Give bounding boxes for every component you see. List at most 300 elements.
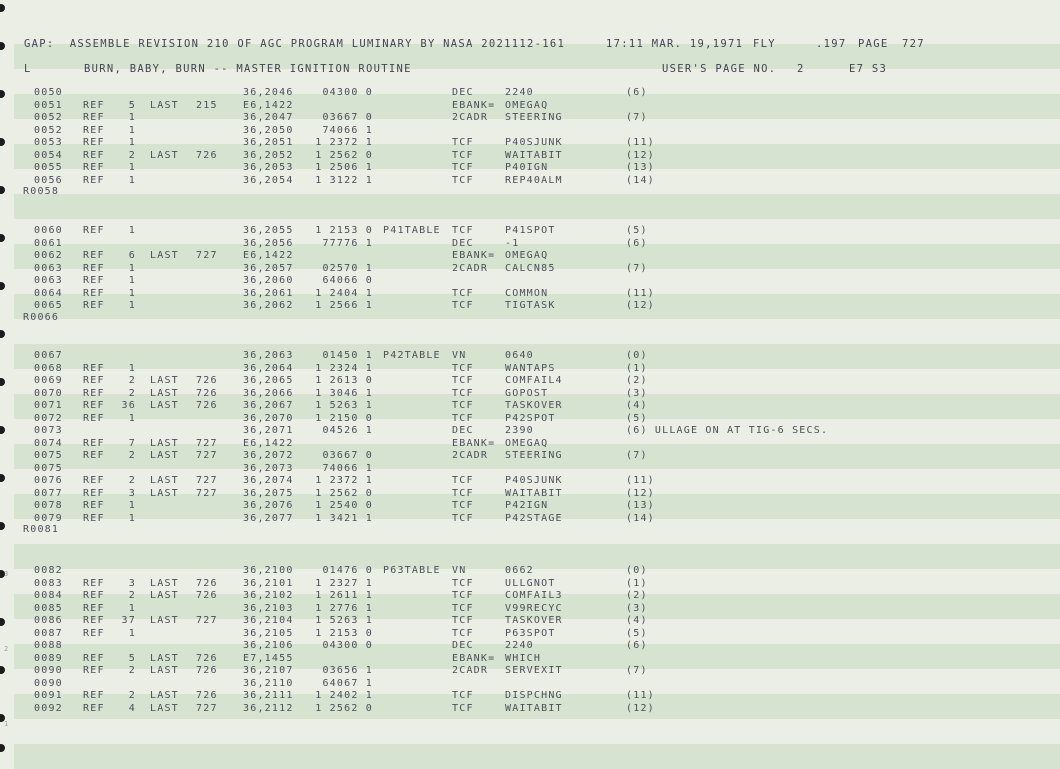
listing-line <box>0 300 1060 312</box>
operand: ULLGNOT <box>505 577 556 589</box>
comment: (7) <box>626 262 648 274</box>
operand: STEERING <box>505 112 563 123</box>
header-l-marker: L <box>24 63 32 75</box>
comment: (12) <box>626 487 655 499</box>
line-sequence: 0056 <box>34 174 63 186</box>
address: 36,2111 <box>243 690 294 701</box>
last-marker: LAST <box>150 375 179 386</box>
listing-line <box>0 425 1060 437</box>
line-sequence: 0060 <box>34 225 63 236</box>
symbol-label: P63TABLE <box>383 565 441 576</box>
ref-marker: REF <box>83 137 105 148</box>
header-fly: FLY <box>753 38 776 50</box>
ref-count: 4 <box>128 702 136 714</box>
address: 36,2073 <box>243 462 294 474</box>
operand: 0640 <box>505 350 534 361</box>
octal-code: 74066 1 <box>322 124 373 136</box>
ref-count: 1 <box>128 112 136 123</box>
opcode: TCF <box>452 375 474 386</box>
address: 36,2055 <box>243 225 294 236</box>
ref-count: 1 <box>128 512 136 524</box>
opcode: VN <box>452 350 467 361</box>
octal-code: 74066 1 <box>322 462 373 474</box>
comment: (11) <box>626 690 655 701</box>
operand: P40IGN <box>505 162 549 173</box>
margin-mark: 2 <box>4 645 9 653</box>
octal-code: 1 2776 1 <box>315 602 373 614</box>
line-sequence: 0085 <box>34 602 63 614</box>
opcode: 2CADR <box>452 450 489 461</box>
address: 36,2063 <box>243 350 294 361</box>
line-sequence: 0089 <box>34 652 63 664</box>
ref-marker: REF <box>83 124 105 136</box>
operand: TIGTASK <box>505 300 556 311</box>
remark-label: R0066 <box>23 311 60 323</box>
address: E6,1422 <box>243 250 294 261</box>
listing-line <box>0 438 1060 450</box>
feed-hole <box>0 330 5 338</box>
address: 36,2071 <box>243 425 294 436</box>
last-page: 726 <box>196 149 218 161</box>
ref-marker: REF <box>83 627 105 639</box>
ref-marker: REF <box>83 262 105 274</box>
listing-line <box>0 275 1060 287</box>
operand: COMMON <box>505 287 549 299</box>
opcode: TCF <box>452 149 474 161</box>
operand: DISPCHNG <box>505 690 563 701</box>
octal-code: 1 5263 1 <box>315 615 373 626</box>
ref-count: 1 <box>128 174 136 186</box>
ref-marker: REF <box>83 412 105 424</box>
users-page-number: 2 <box>797 63 805 75</box>
comment: (5) <box>626 412 648 424</box>
opcode: TCF <box>452 615 474 626</box>
listing-line <box>0 565 1060 577</box>
line-sequence: 0068 <box>34 362 63 374</box>
line-sequence: 0084 <box>34 590 63 601</box>
listing-line <box>0 603 1060 615</box>
octal-code: 1 2327 1 <box>315 577 373 589</box>
octal-code: 64067 1 <box>322 677 373 689</box>
comment: (14) <box>626 174 655 186</box>
comment: (3) <box>626 387 648 399</box>
opcode: TCF <box>452 287 474 299</box>
last-marker: LAST <box>150 702 179 714</box>
ref-marker: REF <box>83 702 105 714</box>
operand: P42IGN <box>505 500 549 511</box>
comment: (0) <box>626 565 648 576</box>
ref-count: 1 <box>128 225 136 236</box>
comment: (6) <box>626 640 648 651</box>
remark-label: R0058 <box>23 186 60 197</box>
comment: (12) <box>626 149 655 161</box>
address: 36,2070 <box>243 412 294 424</box>
users-page-label: USER'S PAGE NO. <box>662 63 777 75</box>
ref-marker: REF <box>83 487 105 499</box>
last-marker: LAST <box>150 250 179 261</box>
ref-count: 1 <box>128 602 136 614</box>
address: 36,2104 <box>243 615 294 626</box>
last-marker: LAST <box>150 690 179 701</box>
listing-line <box>0 475 1060 487</box>
address: E6,1422 <box>243 99 294 111</box>
line-sequence: 0092 <box>34 702 63 714</box>
line-sequence: 0074 <box>34 437 63 449</box>
margin-mark: 3 <box>4 570 9 578</box>
comment: (4) <box>626 615 648 626</box>
ref-count: 2 <box>128 387 136 399</box>
octal-code: 03656 1 <box>322 665 373 676</box>
line-sequence: 0071 <box>34 400 63 411</box>
ref-marker: REF <box>83 665 105 676</box>
opcode: 2CADR <box>452 262 489 274</box>
ref-count: 1 <box>128 412 136 424</box>
comment: (1) <box>626 577 648 589</box>
octal-code: 64066 0 <box>322 275 373 286</box>
last-marker: LAST <box>150 475 179 486</box>
listing-line <box>0 665 1060 677</box>
ref-marker: REF <box>83 300 105 311</box>
line-sequence: 0051 <box>34 99 63 111</box>
listing-line <box>0 238 1060 250</box>
listing-line <box>0 628 1060 640</box>
ref-marker: REF <box>83 500 105 511</box>
header-date: 17:11 MAR. 19,1971 <box>606 38 744 50</box>
ref-count: 1 <box>128 300 136 311</box>
address: 36,2051 <box>243 137 294 148</box>
ref-count: 1 <box>128 137 136 148</box>
ref-count: 1 <box>128 287 136 299</box>
address: 36,2046 <box>243 87 294 98</box>
line-sequence: 0090 <box>34 677 63 689</box>
ref-count: 6 <box>128 250 136 261</box>
opcode: DEC <box>452 87 474 98</box>
address: 36,2060 <box>243 275 294 286</box>
address: 36,2102 <box>243 590 294 601</box>
ref-count: 2 <box>128 375 136 386</box>
ref-count: 36 <box>121 400 136 411</box>
comment: (13) <box>626 162 655 173</box>
opcode: TCF <box>452 590 474 601</box>
last-page: 726 <box>196 375 218 386</box>
address: 36,2110 <box>243 677 294 689</box>
operand: TASKOVER <box>505 615 563 626</box>
listing-line <box>0 463 1060 475</box>
octal-code: 77776 1 <box>322 237 373 249</box>
operand: WAITABIT <box>505 149 563 161</box>
ref-marker: REF <box>83 615 105 626</box>
comment: (6) ULLAGE ON AT TIG-6 SECS. <box>626 425 829 436</box>
listing-line <box>0 615 1060 627</box>
octal-code: 1 2153 0 <box>315 627 373 639</box>
comment: (13) <box>626 500 655 511</box>
last-page: 727 <box>196 250 218 261</box>
last-marker: LAST <box>150 665 179 676</box>
address: 36,2074 <box>243 475 294 486</box>
listing-line <box>0 375 1060 387</box>
octal-code: 1 2566 1 <box>315 300 373 311</box>
octal-code: 04300 0 <box>322 640 373 651</box>
last-marker: LAST <box>150 652 179 664</box>
last-marker: LAST <box>150 437 179 449</box>
header-page-label: PAGE <box>858 38 889 50</box>
ref-count: 7 <box>128 437 136 449</box>
header-e7s3: E7 S3 <box>849 63 888 75</box>
ref-count: 37 <box>121 615 136 626</box>
operand: SERVEXIT <box>505 665 563 676</box>
ref-marker: REF <box>83 400 105 411</box>
listing-line <box>0 678 1060 690</box>
comment: (7) <box>626 665 648 676</box>
comment: (6) <box>626 237 648 249</box>
comment: (11) <box>626 287 655 299</box>
greenbar-stripe <box>14 744 1060 769</box>
remark-label: R0081 <box>23 524 60 535</box>
line-sequence: 0075 <box>34 450 63 461</box>
last-page: 726 <box>196 652 218 664</box>
octal-code: 1 3421 1 <box>315 512 373 524</box>
line-sequence: 0079 <box>34 512 63 524</box>
last-page: 727 <box>196 475 218 486</box>
ref-count: 1 <box>128 362 136 374</box>
line-sequence: 0052 <box>34 112 63 123</box>
ref-count: 2 <box>128 149 136 161</box>
octal-code: 1 2562 0 <box>315 487 373 499</box>
greenbar-stripe <box>14 194 1060 219</box>
listing-line <box>0 690 1060 702</box>
listing-line <box>0 263 1060 275</box>
comment: (14) <box>626 512 655 524</box>
ref-count: 1 <box>128 162 136 173</box>
octal-code: 01450 1 <box>322 350 373 361</box>
listing-line <box>0 125 1060 137</box>
comment: (5) <box>626 225 648 236</box>
octal-code: 04526 1 <box>322 425 373 436</box>
address: 36,2064 <box>243 362 294 374</box>
address: E7,1455 <box>243 652 294 664</box>
ref-marker: REF <box>83 375 105 386</box>
octal-code: 1 5263 1 <box>315 400 373 411</box>
listing-line <box>0 413 1060 425</box>
operand: -1 <box>505 237 520 249</box>
line-sequence: 0067 <box>34 350 63 361</box>
ref-marker: REF <box>83 475 105 486</box>
operand: OMEGAQ <box>505 437 549 449</box>
ref-marker: REF <box>83 362 105 374</box>
operand: COMFAIL4 <box>505 375 563 386</box>
operand: TASKOVER <box>505 400 563 411</box>
line-sequence: 0069 <box>34 375 63 386</box>
last-marker: LAST <box>150 400 179 411</box>
ref-marker: REF <box>83 275 105 286</box>
ref-count: 1 <box>128 627 136 639</box>
line-sequence: 0072 <box>34 412 63 424</box>
feed-hole <box>0 186 5 194</box>
listing-line <box>0 225 1060 237</box>
operand: WAITABIT <box>505 702 563 714</box>
opcode: TCF <box>452 512 474 524</box>
line-sequence: 0064 <box>34 287 63 299</box>
address: 36,2075 <box>243 487 294 499</box>
last-page: 727 <box>196 450 218 461</box>
listing-line <box>0 350 1060 362</box>
octal-code: 03667 0 <box>322 450 373 461</box>
feed-hole <box>0 744 5 752</box>
listing-line <box>0 513 1060 525</box>
address: 36,2054 <box>243 174 294 186</box>
symbol-label: P41TABLE <box>383 225 441 236</box>
opcode: DEC <box>452 425 474 436</box>
opcode: EBANK= <box>452 250 496 261</box>
operand: STEERING <box>505 450 563 461</box>
ref-marker: REF <box>83 99 105 111</box>
last-page: 726 <box>196 665 218 676</box>
octal-code: 1 2562 0 <box>315 702 373 714</box>
routine-title: BURN, BABY, BURN -- MASTER IGNITION ROUTINE <box>84 63 412 75</box>
address: 36,2047 <box>243 112 294 123</box>
octal-code: 1 2540 0 <box>315 500 373 511</box>
address: 36,2103 <box>243 602 294 614</box>
operand: OMEGAQ <box>505 99 549 111</box>
ref-marker: REF <box>83 450 105 461</box>
ref-marker: REF <box>83 287 105 299</box>
listing-line <box>0 288 1060 300</box>
octal-code: 02570 1 <box>322 262 373 274</box>
line-sequence: 0082 <box>34 565 63 576</box>
last-page: 726 <box>196 590 218 601</box>
listing-line <box>0 488 1060 500</box>
feed-hole <box>0 4 5 12</box>
operand: P63SPOT <box>505 627 556 639</box>
line-sequence: 0077 <box>34 487 63 499</box>
last-page: 726 <box>196 400 218 411</box>
line-sequence: 0087 <box>34 627 63 639</box>
ref-marker: REF <box>83 602 105 614</box>
opcode: TCF <box>452 475 474 486</box>
ref-marker: REF <box>83 162 105 173</box>
operand: WANTAPS <box>505 362 556 374</box>
comment: (1) <box>626 362 648 374</box>
ref-marker: REF <box>83 112 105 123</box>
listing-line <box>0 640 1060 652</box>
ref-marker: REF <box>83 250 105 261</box>
octal-code: 1 2611 1 <box>315 590 373 601</box>
opcode: TCF <box>452 690 474 701</box>
listing-line <box>0 112 1060 124</box>
listing-line <box>0 162 1060 174</box>
line-sequence: 0063 <box>34 262 63 274</box>
ref-marker: REF <box>83 590 105 601</box>
opcode: TCF <box>452 487 474 499</box>
octal-code: 1 2372 1 <box>315 137 373 148</box>
listing-line <box>0 578 1060 590</box>
header-title-line: GAP: ASSEMBLE REVISION 210 OF AGC PROGRAM LUMINARY BY NASA 2021112-161 <box>24 38 566 50</box>
ref-count: 5 <box>128 652 136 664</box>
ref-count: 2 <box>128 450 136 461</box>
opcode: EBANK= <box>452 652 496 664</box>
ref-marker: REF <box>83 437 105 449</box>
opcode: EBANK= <box>452 437 496 449</box>
last-marker: LAST <box>150 615 179 626</box>
last-page: 726 <box>196 690 218 701</box>
operand: 2240 <box>505 640 534 651</box>
listing-line <box>0 137 1060 149</box>
address: 36,2067 <box>243 400 294 411</box>
listing-line <box>0 250 1060 262</box>
operand: P40SJUNK <box>505 475 563 486</box>
octal-code: 1 3046 1 <box>315 387 373 399</box>
operand: P40SJUNK <box>505 137 563 148</box>
operand: OMEGAQ <box>505 250 549 261</box>
address: 36,2100 <box>243 565 294 576</box>
header-code: .197 <box>816 38 847 50</box>
opcode: TCF <box>452 300 474 311</box>
line-sequence: 0086 <box>34 615 63 626</box>
ref-count: 3 <box>128 487 136 499</box>
opcode: TCF <box>452 162 474 173</box>
last-page: 727 <box>196 702 218 714</box>
opcode: TCF <box>452 702 474 714</box>
operand: P42SPOT <box>505 412 556 424</box>
margin-mark: 1 <box>4 720 9 728</box>
operand: P41SPOT <box>505 225 556 236</box>
address: 36,2056 <box>243 237 294 249</box>
address: 36,2077 <box>243 512 294 524</box>
ref-marker: REF <box>83 652 105 664</box>
ref-count: 1 <box>128 262 136 274</box>
opcode: VN <box>452 565 467 576</box>
opcode: TCF <box>452 225 474 236</box>
operand: CALCN85 <box>505 262 556 274</box>
octal-code: 1 2613 0 <box>315 375 373 386</box>
last-marker: LAST <box>150 577 179 589</box>
listing-line <box>0 590 1060 602</box>
address: 36,2053 <box>243 162 294 173</box>
operand: 0662 <box>505 565 534 576</box>
operand: 2390 <box>505 425 534 436</box>
ref-marker: REF <box>83 387 105 399</box>
listing-line <box>0 703 1060 715</box>
opcode: 2CADR <box>452 112 489 123</box>
address: 36,2066 <box>243 387 294 399</box>
opcode: TCF <box>452 137 474 148</box>
address: E6,1422 <box>243 437 294 449</box>
ref-count: 2 <box>128 665 136 676</box>
last-marker: LAST <box>150 387 179 399</box>
address: 36,2112 <box>243 702 294 714</box>
listing-line <box>0 500 1060 512</box>
octal-code: 1 2402 1 <box>315 690 373 701</box>
address: 36,2065 <box>243 375 294 386</box>
line-sequence: 0065 <box>34 300 63 311</box>
opcode: TCF <box>452 627 474 639</box>
opcode: TCF <box>452 387 474 399</box>
octal-code: 03667 0 <box>322 112 373 123</box>
comment: (7) <box>626 112 648 123</box>
last-marker: LAST <box>150 450 179 461</box>
line-sequence: 0053 <box>34 137 63 148</box>
octal-code: 1 2404 1 <box>315 287 373 299</box>
ref-marker: REF <box>83 690 105 701</box>
opcode: TCF <box>452 500 474 511</box>
opcode: TCF <box>452 412 474 424</box>
ref-count: 3 <box>128 577 136 589</box>
comment: (7) <box>626 450 648 461</box>
listing-line <box>0 653 1060 665</box>
address: 36,2052 <box>243 149 294 161</box>
ref-count: 1 <box>128 500 136 511</box>
octal-code: 1 3122 1 <box>315 174 373 186</box>
